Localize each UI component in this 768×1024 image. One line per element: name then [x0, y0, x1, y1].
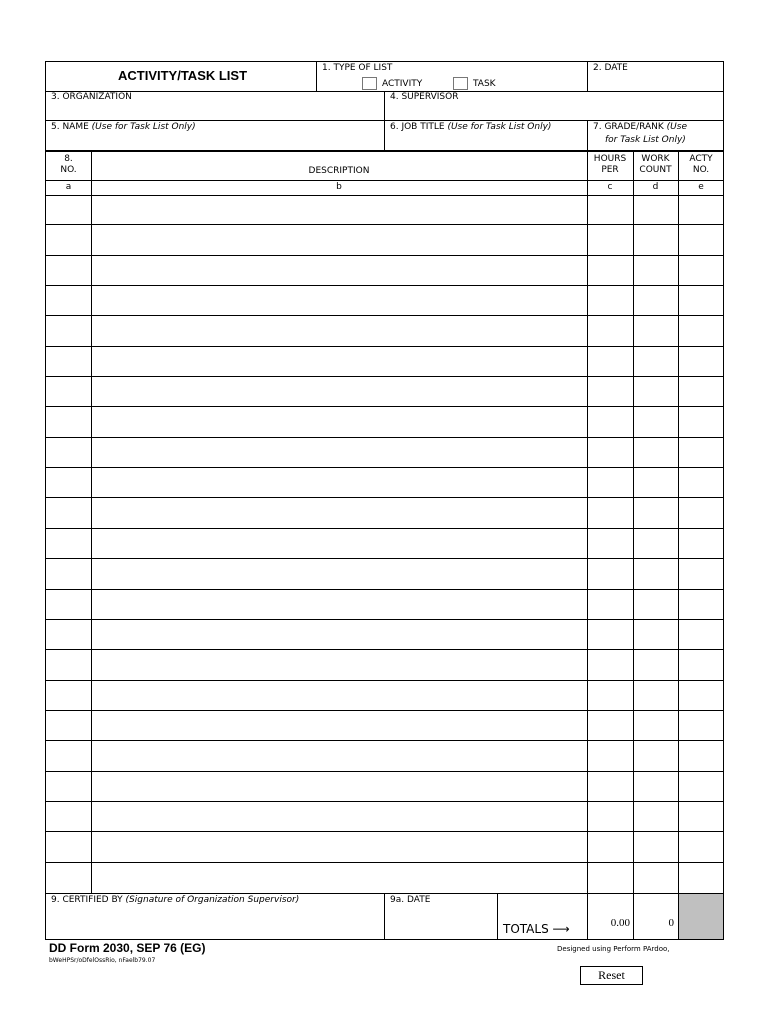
certified-date-field[interactable] [385, 908, 496, 939]
table-row [45, 590, 724, 620]
row-no-field[interactable] [45, 832, 91, 861]
totals-acty-shaded [679, 894, 723, 939]
row-hours-field[interactable] [587, 438, 633, 467]
row-acty-field[interactable] [678, 802, 724, 831]
row-description-field[interactable] [91, 681, 587, 710]
table-row [45, 438, 724, 468]
total-hours: 0.00 [610, 917, 630, 929]
col-description-letter: b [336, 182, 342, 192]
grade-label-text: 7. GRADE/RANK [593, 122, 664, 132]
row-work-count-field[interactable] [633, 468, 678, 497]
activity-checkbox[interactable] [362, 77, 377, 90]
col-description-header: DESCRIPTION [308, 166, 370, 176]
row-no-field[interactable] [45, 468, 91, 497]
row-hours-field[interactable] [587, 711, 633, 740]
row-no-field[interactable] [45, 347, 91, 376]
row-hours-field[interactable] [587, 316, 633, 345]
row-description-field[interactable] [91, 772, 587, 801]
row-work-count-field[interactable] [633, 772, 678, 801]
name-label [51, 122, 196, 133]
row-acty-field[interactable] [678, 498, 724, 527]
row-acty-field[interactable] [678, 832, 724, 861]
certified-note: (Signature of Organization Supervisor) [125, 895, 300, 905]
rule-header-3 [45, 150, 724, 152]
table-row [45, 741, 724, 771]
row-acty-field[interactable] [678, 711, 724, 740]
totals-label [503, 922, 570, 936]
row-acty-field[interactable] [678, 468, 724, 497]
table-row [45, 863, 724, 893]
row-acty-field[interactable] [678, 316, 724, 345]
row-description-field[interactable] [91, 347, 587, 376]
row-no-field[interactable] [45, 681, 91, 710]
table-row [45, 802, 724, 832]
certified-label [51, 895, 299, 906]
certified-label-text: 9. CERTIFIED BY [51, 895, 123, 905]
row-description-field[interactable] [91, 316, 587, 345]
row-work-count-field[interactable] [633, 377, 678, 406]
row-description-field[interactable] [91, 802, 587, 831]
rule-v-grade [587, 120, 588, 150]
row-description-field[interactable] [91, 559, 587, 588]
row-acty-field[interactable] [678, 438, 724, 467]
row-description-field[interactable] [91, 256, 587, 285]
name-note: (Use for Task List Only) [91, 122, 196, 132]
row-no-field[interactable] [45, 711, 91, 740]
activity-option-label: ACTIVITY [382, 79, 423, 89]
row-description-field[interactable] [91, 650, 587, 679]
rule-v-title [316, 61, 317, 91]
row-description-field[interactable] [91, 407, 587, 436]
row-work-count-field[interactable] [633, 711, 678, 740]
grade-label [593, 122, 687, 133]
job-title-field[interactable] [385, 134, 586, 149]
row-hours-field[interactable] [587, 347, 633, 376]
date-label: 2. DATE [593, 63, 628, 73]
row-no-field[interactable] [45, 256, 91, 285]
col-workcount-header-2: COUNT [639, 165, 672, 175]
row-acty-field[interactable] [678, 377, 724, 406]
row-description-field[interactable] [91, 225, 587, 254]
row-description-field[interactable] [91, 620, 587, 649]
row-work-count-field[interactable] [633, 802, 678, 831]
totals-label-text: TOTALS [503, 922, 549, 936]
row-no-field[interactable] [45, 559, 91, 588]
col-acty-header-2: NO. [692, 165, 710, 175]
row-work-count-field[interactable] [633, 316, 678, 345]
row-hours-field[interactable] [587, 377, 633, 406]
row-work-count-field[interactable] [633, 195, 678, 224]
row-hours-field[interactable] [587, 620, 633, 649]
table-row [45, 468, 724, 498]
task-checkbox[interactable] [453, 77, 468, 90]
form-code: bWeHPSr/oDfelOssRio, nFaelb79.07 [49, 957, 156, 964]
row-description-field[interactable] [91, 377, 587, 406]
row-work-count-field[interactable] [633, 832, 678, 861]
row-work-count-field[interactable] [633, 498, 678, 527]
row-hours-field[interactable] [587, 559, 633, 588]
table-row [45, 225, 724, 255]
row-acty-field[interactable] [678, 347, 724, 376]
row-hours-field[interactable] [587, 195, 633, 224]
table-row [45, 650, 724, 680]
row-hours-field[interactable] [587, 832, 633, 861]
row-acty-field[interactable] [678, 529, 724, 558]
name-field[interactable] [46, 134, 383, 149]
row-acty-field[interactable] [678, 741, 724, 770]
row-no-field[interactable] [45, 286, 91, 315]
row-work-count-field[interactable] [633, 620, 678, 649]
row-no-field[interactable] [45, 316, 91, 345]
name-label-text: 5. NAME [51, 122, 89, 132]
table-row [45, 559, 724, 589]
table-row [45, 286, 724, 316]
row-description-field[interactable] [91, 195, 587, 224]
row-no-field[interactable] [45, 407, 91, 436]
designed-with: Designed using Perform PArdoo, [557, 945, 670, 953]
row-hours-field[interactable] [587, 741, 633, 770]
grade-note-2-line [605, 135, 686, 146]
row-work-count-field[interactable] [633, 347, 678, 376]
job-title-label-text: 6. JOB TITLE [390, 122, 445, 132]
row-description-field[interactable] [91, 468, 587, 497]
totals-arrow-icon: ⟶ [552, 922, 570, 936]
row-no-field[interactable] [45, 498, 91, 527]
table-row [45, 195, 724, 225]
row-description-field[interactable] [91, 863, 587, 893]
col-no-letter: a [65, 182, 72, 192]
col-hours-letter: c [607, 182, 613, 192]
grade-note-1: (Use [666, 122, 687, 132]
row-work-count-field[interactable] [633, 681, 678, 710]
row-no-field[interactable] [45, 438, 91, 467]
row-hours-field[interactable] [587, 681, 633, 710]
reset-button[interactable]: Reset [580, 966, 643, 985]
row-description-field[interactable] [91, 832, 587, 861]
total-work-count: 0 [668, 917, 674, 929]
row-description-field[interactable] [91, 711, 587, 740]
row-acty-field[interactable] [678, 407, 724, 436]
rule-col-letters-top [45, 180, 724, 181]
col-acty-header-1: ACTY [689, 154, 713, 164]
col-workcount-letter: d [652, 182, 659, 192]
table-row [45, 529, 724, 559]
row-no-field[interactable] [45, 741, 91, 770]
job-title-note: (Use for Task List Only) [447, 122, 552, 132]
certified-date-label: 9a. DATE [390, 895, 431, 905]
job-title-label [390, 122, 551, 133]
table-row [45, 316, 724, 346]
row-hours-field[interactable] [587, 468, 633, 497]
rule-v-9a [497, 893, 498, 940]
row-description-field[interactable] [91, 529, 587, 558]
row-work-count-field[interactable] [633, 863, 678, 893]
row-acty-field[interactable] [678, 863, 724, 893]
table-row [45, 498, 724, 528]
row-acty-field[interactable] [678, 681, 724, 710]
row-acty-field[interactable] [678, 286, 724, 315]
supervisor-label: 4. SUPERVISOR [390, 92, 459, 102]
row-description-field[interactable] [91, 741, 587, 770]
col-no-header-1: 8. [64, 154, 73, 164]
row-no-field[interactable] [45, 529, 91, 558]
col-acty-letter: e [698, 182, 704, 192]
row-work-count-field[interactable] [633, 407, 678, 436]
col-no-header-2: NO. [60, 165, 77, 175]
col-hours-header-1: HOURS [593, 154, 627, 164]
row-hours-field[interactable] [587, 802, 633, 831]
col-hours-header-2: PER [601, 165, 619, 175]
certified-signature-field[interactable] [46, 908, 383, 939]
row-hours-field[interactable] [587, 407, 633, 436]
table-row [45, 347, 724, 377]
row-hours-field[interactable] [587, 529, 633, 558]
row-acty-field[interactable] [678, 590, 724, 619]
row-no-field[interactable] [45, 620, 91, 649]
row-acty-field[interactable] [678, 650, 724, 679]
table-row [45, 620, 724, 650]
supervisor-field[interactable] [385, 104, 723, 119]
row-hours-field[interactable] [587, 772, 633, 801]
row-work-count-field[interactable] [633, 225, 678, 254]
row-no-field[interactable] [45, 590, 91, 619]
row-hours-field[interactable] [587, 650, 633, 679]
row-no-field[interactable] [45, 195, 91, 224]
row-no-field[interactable] [45, 802, 91, 831]
form-title: ACTIVITY/TASK LIST [118, 68, 248, 83]
row-hours-field[interactable] [587, 863, 633, 893]
row-work-count-field[interactable] [633, 559, 678, 588]
row-acty-field[interactable] [678, 256, 724, 285]
row-description-field[interactable] [91, 438, 587, 467]
row-hours-field[interactable] [587, 256, 633, 285]
table-row [45, 711, 724, 741]
row-acty-field[interactable] [678, 559, 724, 588]
row-description-field[interactable] [91, 590, 587, 619]
row-acty-field[interactable] [678, 225, 724, 254]
organization-label: 3. ORGANIZATION [51, 92, 132, 102]
table-row [45, 772, 724, 802]
row-hours-field[interactable] [587, 498, 633, 527]
task-option-label: TASK [473, 79, 496, 89]
row-work-count-field[interactable] [633, 529, 678, 558]
row-acty-field[interactable] [678, 772, 724, 801]
row-description-field[interactable] [91, 286, 587, 315]
row-work-count-field[interactable] [633, 590, 678, 619]
table-row [45, 407, 724, 437]
table-row [45, 681, 724, 711]
type-of-list-label: 1. TYPE OF LIST [322, 63, 393, 73]
row-no-field[interactable] [45, 377, 91, 406]
row-no-field[interactable] [45, 650, 91, 679]
row-work-count-field[interactable] [633, 741, 678, 770]
col-workcount-header-1: WORK [641, 154, 670, 164]
table-row [45, 377, 724, 407]
row-acty-field[interactable] [678, 195, 724, 224]
row-description-field[interactable] [91, 498, 587, 527]
task-rows [45, 195, 724, 893]
row-acty-field[interactable] [678, 620, 724, 649]
row-no-field[interactable] [45, 863, 91, 893]
table-row [45, 256, 724, 286]
row-hours-field[interactable] [587, 225, 633, 254]
row-hours-field[interactable] [587, 590, 633, 619]
row-work-count-field[interactable] [633, 256, 678, 285]
row-work-count-field[interactable] [633, 438, 678, 467]
grade-note-2: for Task List Only) [605, 135, 686, 145]
row-hours-field[interactable] [587, 286, 633, 315]
row-work-count-field[interactable] [633, 650, 678, 679]
form-id: DD Form 2030, SEP 76 (EG) [49, 941, 206, 955]
organization-field[interactable] [46, 104, 383, 119]
row-work-count-field[interactable] [633, 286, 678, 315]
row-no-field[interactable] [45, 772, 91, 801]
row-no-field[interactable] [45, 225, 91, 254]
table-row [45, 832, 724, 862]
date-field[interactable] [588, 74, 723, 90]
